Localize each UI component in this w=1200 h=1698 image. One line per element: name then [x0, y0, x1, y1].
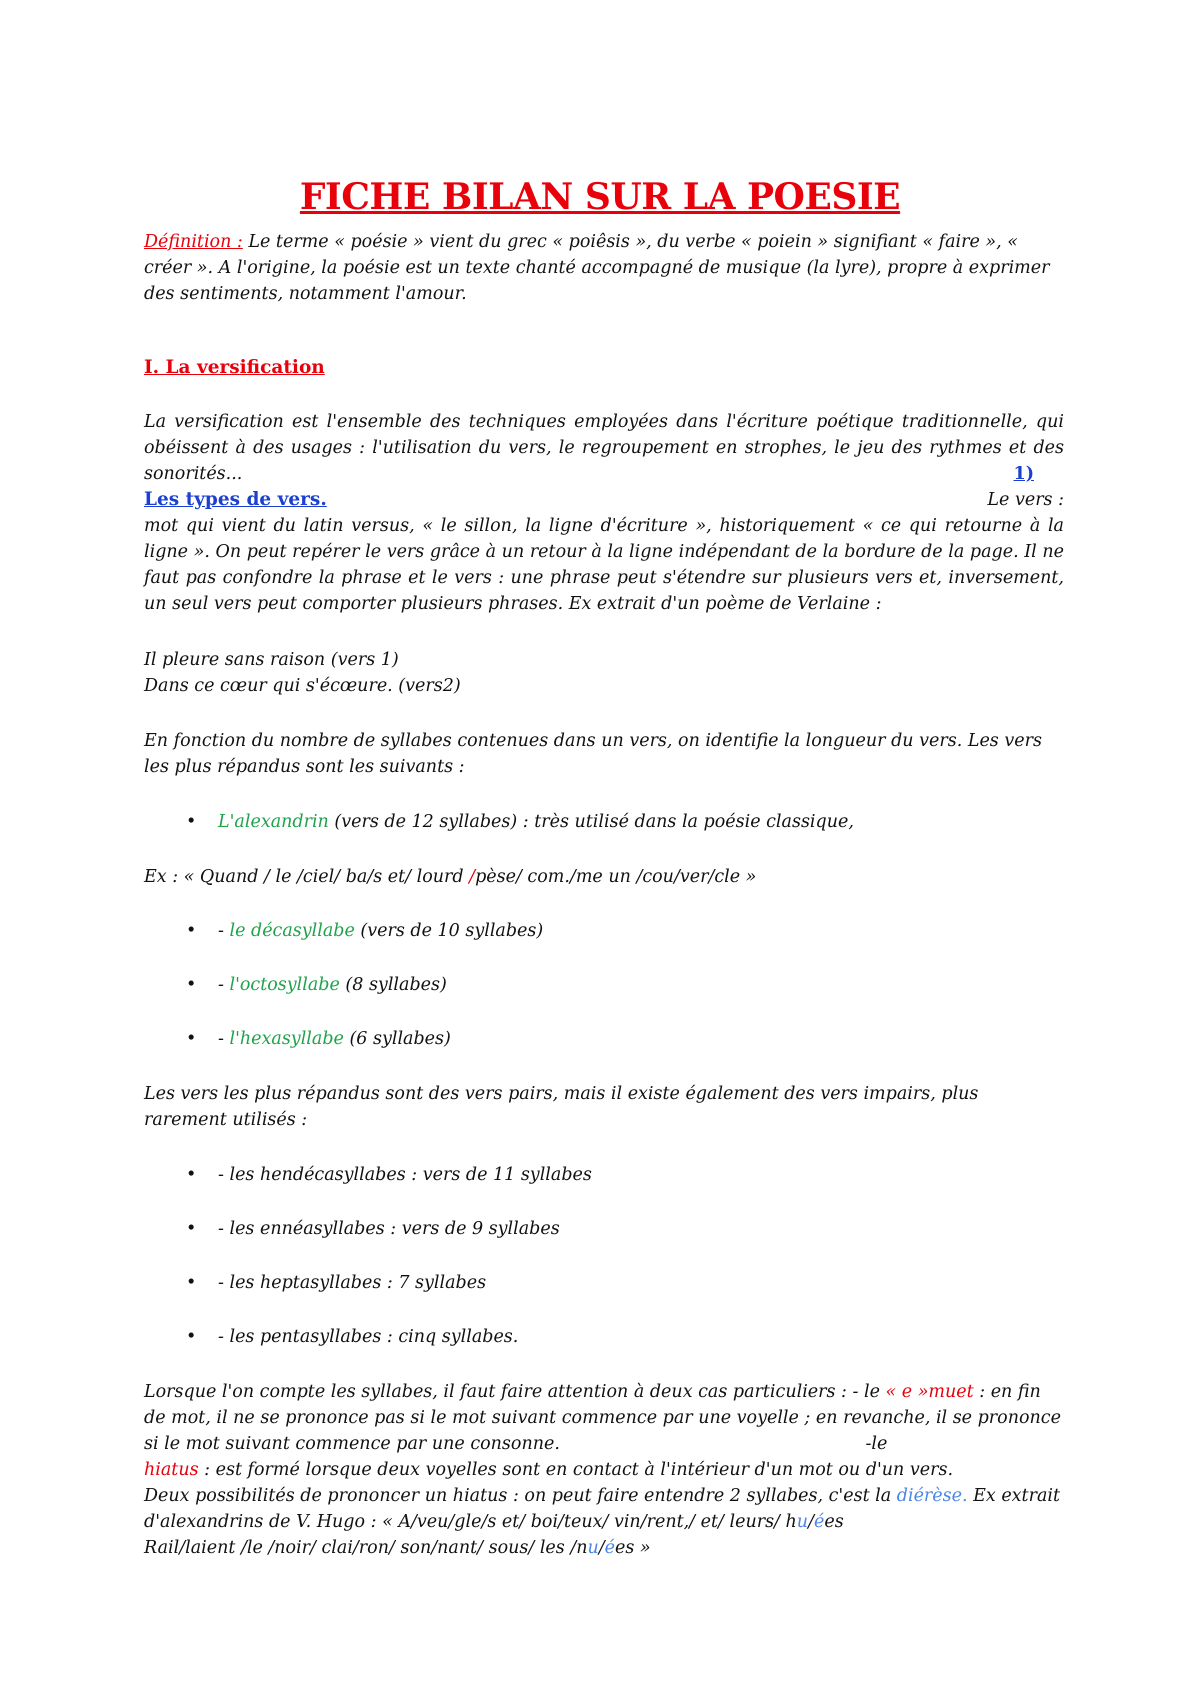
poem-line: Il pleure sans raison (vers 1)	[144, 650, 399, 670]
term: l'hexasyllabe	[229, 1029, 344, 1049]
term-desc: (vers de 10 syllabes)	[354, 921, 544, 941]
impairs-intro	[144, 1081, 1064, 1133]
sub-heading: Les types de vers.	[144, 489, 327, 510]
page-title: FICHE BILAN SUR LA POESIE	[299, 176, 901, 218]
term-desc: (8 syllabes)	[339, 975, 447, 995]
definition-paragraph	[144, 229, 1064, 307]
definition-text: Le terme « poésie » vient du grec « poiêsis », du verbe « poiein » signifiant « faire », « créer ». A l'origine, la poésie est un texte chanté accompagné de musique (la lyre), propre à exprimer des sentiments, notamment l'amour.	[144, 232, 1050, 304]
impairs-list	[144, 1162, 1064, 1350]
cas-particuliers: Lorsque l'on compte les syllabes, il faut faire attention à deux cas particuliers : - le « e »muet : en fin de mot, il ne se prononce pas si le mot suivant commence par une voyelle ; en revanche, il se prononce si le mot suivant commence par une consonne. -le hiatus : est formé lorsque deux voyelles sont en contact à l'intérieur d'un mot ou d'un vers. Deux possibilités de prononcer un hiatus : on peut faire entendre 2 syllabes, c'est la diérèse. Ex extrait d'alexandrins de V. Hugo : « A/veu/gle/s et/ boi/teux/ vin/rent,/ et/ leurs/ hu/ées Rail/laient /le /noir/ clai/ron/ son/nant/ sous/ les /nu/ées »	[144, 1382, 1061, 1558]
poem-line: Dans ce cœur qui s'écœure. (vers2)	[144, 676, 461, 696]
section-number	[144, 461, 1064, 487]
list-item: • - les hendécasyllabes : vers de 11 syllabes	[144, 1162, 1064, 1188]
syllabes-intro-text: En fonction du nombre de syllabes contenues dans un vers, on identifie la longueur du vers. Les vers les plus répandus sont les suivants :	[144, 731, 1042, 777]
versification-intro-text: La versification est l'ensemble des techniques employées dans l'écriture poétique traditionnelle, qui obéissent à des usages : l'utilisation du vers, le regroupement en strophes, le jeu des rythmes et des sonorités...	[144, 412, 1064, 484]
pairs-list	[144, 918, 1064, 1052]
impairs-intro-text: Les vers les plus répandus sont des vers pairs, mais il existe également des vers impairs, plus rarement utilisés :	[144, 1084, 979, 1130]
bullet-icon: •	[186, 975, 197, 995]
bullet-icon: •	[186, 921, 197, 941]
poem-excerpt	[144, 647, 1064, 699]
example-text: pèse/ com./me un /cou/ver/cle »	[475, 867, 757, 887]
bullet-icon: •	[186, 1273, 197, 1293]
bullet-icon: •	[186, 1165, 197, 1185]
alexandrin-item	[144, 809, 1064, 835]
list-item: • - l'hexasyllabe (6 syllabes)	[144, 1026, 1064, 1052]
bullet-icon: •	[186, 1219, 197, 1239]
section-heading	[144, 355, 1064, 381]
bullet-icon: •	[186, 1327, 197, 1347]
section-number-text: 1)	[1013, 464, 1034, 484]
term-desc: (6 syllabes)	[343, 1029, 451, 1049]
vers-label: Le vers :	[987, 490, 1064, 510]
vers-definition	[144, 513, 1064, 617]
sub-heading-row	[144, 487, 1064, 513]
syllabes-intro	[144, 728, 1064, 780]
term: l'octosyllabe	[229, 975, 340, 995]
list-item: • - l'octosyllabe (8 syllabes)	[144, 972, 1064, 998]
term-hiatus: hiatus	[144, 1460, 205, 1480]
definition-label: Définition :	[144, 232, 243, 252]
list-item: • - les heptasyllabes : 7 syllabes	[144, 1270, 1064, 1296]
list-item: • - le décasyllabe (vers de 10 syllabes)	[144, 918, 1064, 944]
alexandrin-example	[144, 864, 1064, 890]
bullet-icon: •	[186, 1029, 197, 1049]
list-item: • - les ennéasyllabes : vers de 9 syllabes	[144, 1216, 1064, 1242]
section-heading-text: I. La versification	[144, 357, 325, 378]
vers-definition-text: mot qui vient du latin versus, « le sillon, la ligne d'écriture », historiquement « ce qui retourne à la ligne ». On peut repérer le vers grâce à un retour à la ligne indépendant de la bordure de la page. Il ne faut pas confondre la phrase et le vers : une phrase peut s'étendre sur plusieurs vers et, inversement, un seul vers peut comporter plusieurs phrases. Ex extrait d'un poème de Verlaine :	[144, 516, 1064, 614]
term-desc: (vers de 12 syllabes) : très utilisé dans la poésie classique,	[328, 812, 854, 832]
cesure-mark: /	[469, 867, 476, 887]
example-text: Ex : « Quand / le /ciel/ ba/s et/ lourd	[144, 867, 470, 887]
term: le décasyllabe	[229, 921, 355, 941]
term-e-muet: « e »muet	[885, 1382, 980, 1402]
term-dierese: diérèse.	[896, 1486, 968, 1506]
bullet-icon: •	[186, 812, 197, 832]
term: L'alexandrin	[218, 812, 329, 832]
list-item	[144, 809, 1064, 835]
list-item: • - les pentasyllabes : cinq syllabes.	[144, 1324, 1064, 1350]
